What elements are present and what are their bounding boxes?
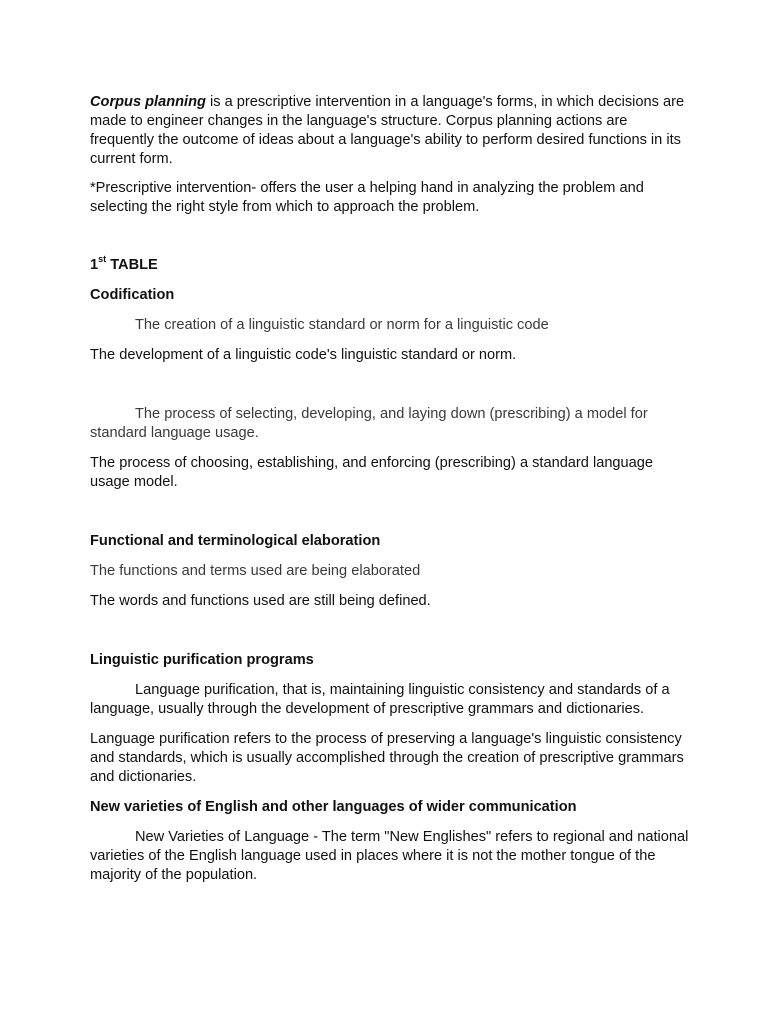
section-heading-purification: Linguistic purification programs bbox=[90, 652, 314, 668]
codification-paragraph-2: The process of choosing, establishing, and enforcing (prescribing) a standard language usage model. bbox=[90, 455, 654, 490]
codification-paragraph-1: The development of a linguistic code's linguistic standard or norm. bbox=[90, 347, 517, 363]
codification-definition-2: The process of selecting, developing, and laying down (prescribing) a model for standard language usage. bbox=[90, 406, 648, 441]
prescriptive-note: *Prescriptive intervention- offers the user a helping hand in analyzing the problem and selecting the right style from which to approach the problem. bbox=[90, 180, 644, 215]
table-label: TABLE bbox=[106, 257, 158, 273]
table-heading bbox=[90, 256, 690, 275]
purification-paragraph: Language purification refers to the process of preserving a language's linguistic consistency and standards, which is usually accomplished through the creation of prescriptive grammars and dictionaries. bbox=[90, 731, 684, 785]
section-heading-codification: Codification bbox=[90, 287, 175, 303]
section-heading-new-varieties: New varieties of English and other languages of wider communication bbox=[90, 799, 577, 815]
intro-text: is a prescriptive intervention in a language's forms, in which decisions are made to engineer changes in the language's structure. Corpus planning actions are frequently the outcome of ideas about a language's ability to perform desired functions in its current form. bbox=[90, 94, 685, 167]
purification-definition: Language purification, that is, maintaining linguistic consistency and standards of a language, usually through the development of prescriptive grammars and dictionaries. bbox=[90, 682, 670, 717]
table-number-suffix: st bbox=[98, 254, 107, 265]
elaboration-paragraph: The words and functions used are still being defined. bbox=[90, 593, 431, 609]
intro-term: Corpus planning bbox=[90, 94, 206, 110]
new-varieties-definition: New Varieties of Language - The term "New Englishes" refers to regional and national varieties of the English language used in places where it is not the mother tongue of the majority of the population. bbox=[90, 829, 689, 883]
intro-paragraph bbox=[90, 93, 690, 169]
document-page bbox=[90, 93, 690, 885]
elaboration-definition: The functions and terms used are being elaborated bbox=[90, 563, 421, 579]
codification-definition-1: The creation of a linguistic standard or norm for a linguistic code bbox=[135, 317, 549, 333]
section-heading-elaboration: Functional and terminological elaboration bbox=[90, 533, 381, 549]
table-number: 1 bbox=[90, 257, 99, 273]
